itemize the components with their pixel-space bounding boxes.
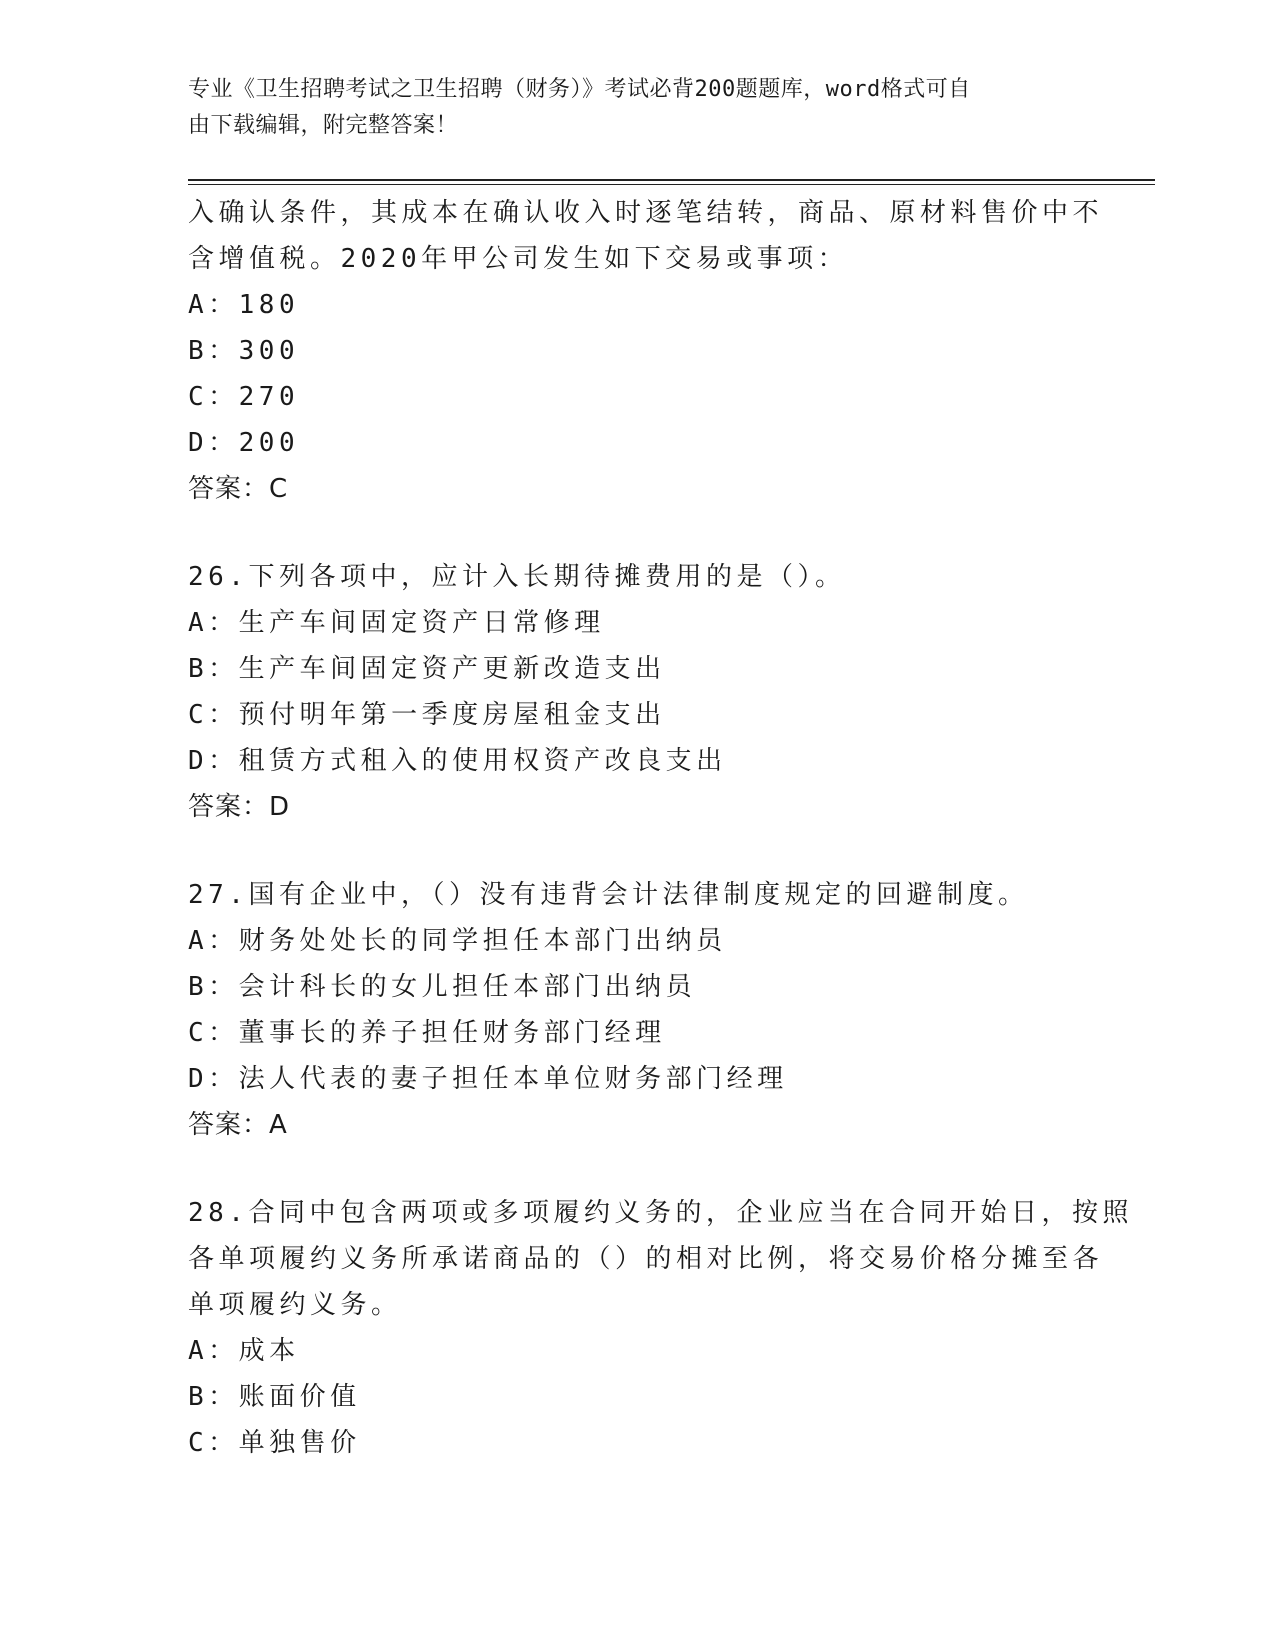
- question-25-answer: 答案：C: [188, 474, 289, 504]
- question-27-answer: 答案：A: [188, 1110, 288, 1140]
- question-26-answer: 答案：D: [188, 792, 291, 822]
- spacer: [188, 830, 1088, 872]
- question-26-option-d: D：租赁方式租入的使用权资产改良支出: [188, 746, 727, 776]
- question-content: [188, 190, 1133, 1466]
- question-26-option-a: A：生产车间固定资产日常修理: [188, 608, 605, 638]
- question-25-option-c: C：270: [188, 382, 300, 412]
- question-27-option-c: C：董事长的养子担任财务部门经理: [188, 1018, 666, 1048]
- question-25-stem-continued-1: 入确认条件，其成本在确认收入时逐笔结转，商品、原材料售价中不: [188, 198, 1104, 228]
- question-27-option-a: A：财务处处长的同学担任本部门出纳员: [188, 926, 727, 956]
- question-28-stem-line-3: 单项履约义务。: [188, 1290, 402, 1320]
- header-divider-thick: [188, 179, 1155, 181]
- question-27-option-b: B：会计科长的女儿担任本部门出纳员: [188, 972, 697, 1002]
- question-27-option-d: D：法人代表的妻子担任本单位财务部门经理: [188, 1064, 788, 1094]
- header-line-1: 专业《卫生招聘考试之卫生招聘（财务）》考试必背200题题库，word格式可自: [188, 77, 971, 102]
- header-divider-thin: [188, 184, 1155, 185]
- question-26-option-b: B：生产车间固定资产更新改造支出: [188, 654, 666, 684]
- question-28-option-c: C：单独售价: [188, 1428, 361, 1458]
- question-25-stem-continued-2: 含增值税。2020年甲公司发生如下交易或事项：: [188, 244, 849, 274]
- question-25-option-a: A：180: [188, 290, 300, 320]
- question-28-stem-line-2: 各单项履约义务所承诺商品的（）的相对比例，将交易价格分摊至各: [188, 1244, 1104, 1274]
- question-27-stem: 27.国有企业中，（）没有违背会计法律制度规定的回避制度。: [188, 880, 1029, 910]
- question-25-option-d: D：200: [188, 428, 300, 458]
- spacer: [188, 512, 1088, 554]
- question-28-option-a: A：成本: [188, 1336, 300, 1366]
- question-26-option-c: C：预付明年第一季度房屋租金支出: [188, 700, 666, 730]
- question-28-option-b: B：账面价值: [188, 1382, 361, 1412]
- question-26-stem: 26.下列各项中，应计入长期待摊费用的是（）。: [188, 562, 846, 592]
- document-header: [188, 72, 1068, 144]
- header-line-2: 由下载编辑，附完整答案！: [188, 113, 459, 138]
- spacer: [188, 1148, 1088, 1190]
- question-25-option-b: B：300: [188, 336, 300, 366]
- question-28-stem-line-1: 28.合同中包含两项或多项履约义务的，企业应当在合同开始日，按照: [188, 1198, 1133, 1228]
